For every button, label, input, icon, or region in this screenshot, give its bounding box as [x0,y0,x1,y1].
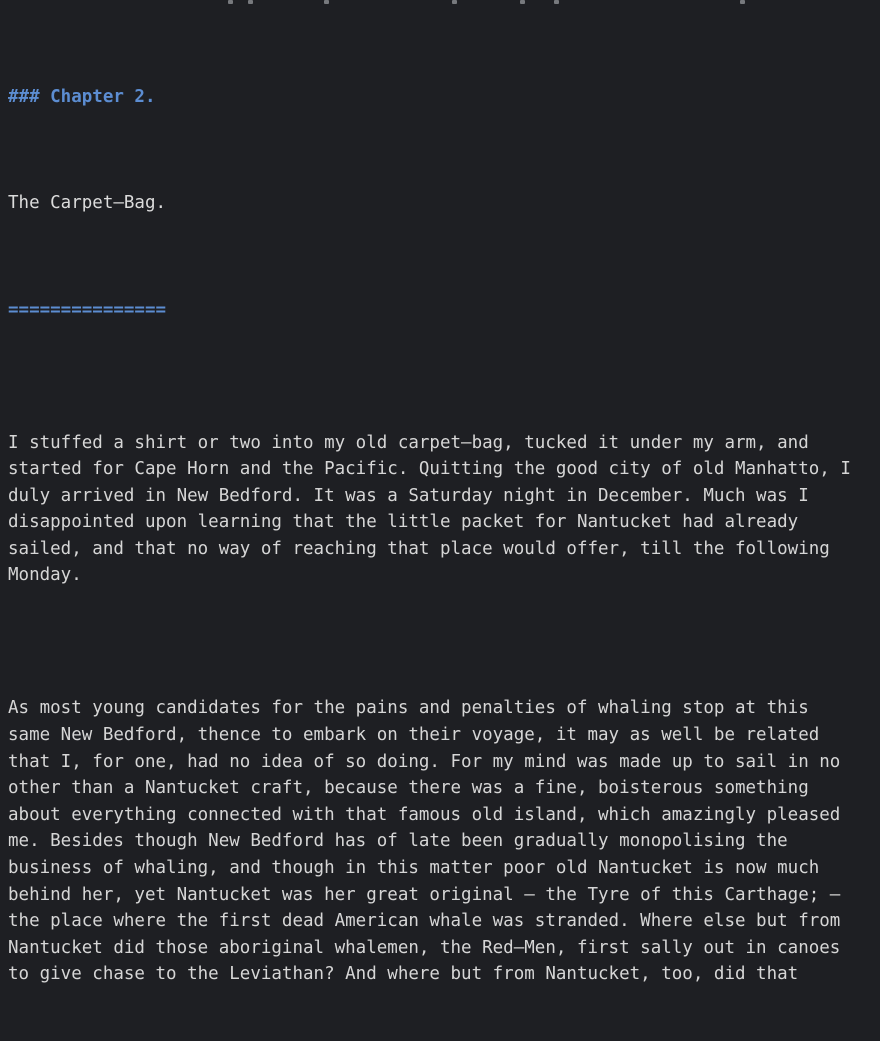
text-line: Monday. [8,565,82,586]
text-line: the place where the first dead American whale was stranded. Where else but from [8,911,841,932]
text-line: As most young candidates for the pains and penalties of whaling stop at this [8,698,809,719]
text-line: business of whaling, and though in this matter poor old Nantucket is now much [8,858,820,878]
text-line: Nantucket did those aboriginal whalemen, the Red—Men, first sally out in canoes [8,937,841,958]
text-line: me. Besides though New Bedford has of late been gradually monopolising the [8,831,788,852]
text-line: other than a Nantucket craft, because there was a fine, boisterous something [8,778,809,799]
text-line: disappointed upon learning that the little packet for Nantucket had already [8,512,799,533]
text-line: to give chase to the Leviathan? And where but from Nantucket, too, did that [8,964,799,985]
text-line: sailed, and that no way of reaching that place would offer, till the following [8,538,830,559]
markdown-h3-heading: ### Chapter 2. [8,86,156,107]
text-line: about everything connected with that famous old island, which amazingly pleased [8,804,841,825]
chapter-title: The Carpet—Bag. [8,193,167,214]
text-line: I stuffed a shirt or two into my old carpet—bag, tucked it under my arm, and [8,432,809,453]
text-line: that I, for one, had no idea of so doing. For my mind was made up to sail in no [8,751,841,772]
paragraph-2 [8,695,874,988]
paragraph-1 [8,430,874,590]
text-line: started for Cape Horn and the Pacific. Quitting the good city of old Manhatto, I [8,459,851,480]
terminal-text-area[interactable] [8,4,874,1041]
markdown-setext-underline: =============== [8,299,167,320]
text-line: behind her, yet Nantucket was her great original — the Tyre of this Carthage; — [8,884,841,905]
text-line: same New Bedford, thence to embark on their voyage, it may as well be related [8,725,820,746]
text-line: duly arrived in New Bedford. It was a Saturday night in December. Much was I [8,485,809,506]
